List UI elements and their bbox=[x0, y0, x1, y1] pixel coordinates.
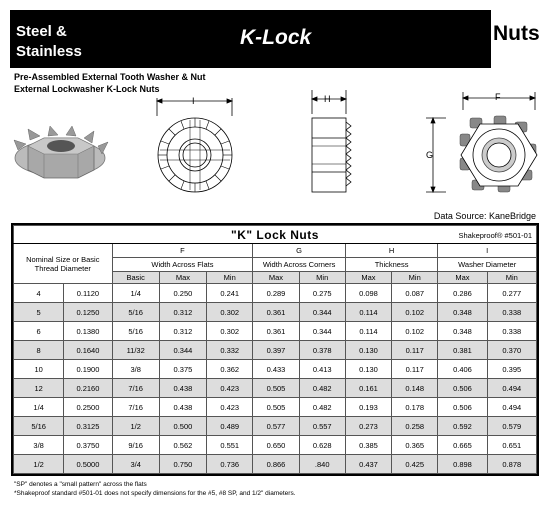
table-cell: 0.375 bbox=[159, 360, 206, 379]
table-row bbox=[14, 360, 537, 379]
header-material bbox=[16, 22, 82, 62]
table-row bbox=[14, 341, 537, 360]
table-cell: 0.579 bbox=[487, 417, 536, 436]
table-cell: 0.148 bbox=[392, 379, 438, 398]
table-cell: 0.3125 bbox=[64, 417, 112, 436]
table-cell: 0.362 bbox=[207, 360, 253, 379]
table-cell: 0.425 bbox=[392, 455, 438, 474]
col-header-h-min: Min bbox=[392, 272, 438, 284]
data-source: Data Source: KaneBridge bbox=[433, 211, 536, 221]
footnote-standard: *Shakeproof standard #501-01 does not specify dimensions for the #5, #8 SP, and 1/2" diameters. bbox=[14, 490, 296, 497]
header-material-line2: Stainless bbox=[16, 43, 82, 60]
table-cell: 0.489 bbox=[207, 417, 253, 436]
table-cell: 0.592 bbox=[438, 417, 487, 436]
table-row bbox=[14, 284, 537, 303]
header-category: Nuts bbox=[493, 22, 540, 45]
table-cell: 0.098 bbox=[345, 284, 391, 303]
table-cell: 0.482 bbox=[299, 398, 345, 417]
table-row bbox=[14, 455, 537, 474]
nominal-size-header: Nominal Size or Basic Thread Diameter bbox=[14, 244, 113, 284]
table-cell: 0.161 bbox=[345, 379, 391, 398]
table-cell: 0.286 bbox=[438, 284, 487, 303]
col-header-g-max: Max bbox=[253, 272, 299, 284]
table-cell: 0.482 bbox=[299, 379, 345, 398]
table-cell: 0.413 bbox=[299, 360, 345, 379]
table-cell: 0.651 bbox=[487, 436, 536, 455]
group-name-g: Width Across Corners bbox=[253, 258, 346, 272]
table-cell: 0.406 bbox=[438, 360, 487, 379]
table-cell: .840 bbox=[299, 455, 345, 474]
group-name-i: Washer Diameter bbox=[438, 258, 537, 272]
table-cell: 0.117 bbox=[392, 341, 438, 360]
table-cell: 11/32 bbox=[112, 341, 159, 360]
table-cell: 0.312 bbox=[159, 322, 206, 341]
table-cell: 0.348 bbox=[438, 303, 487, 322]
subtitle-line1: Pre-Assembled External Tooth Washer & Nut bbox=[14, 72, 206, 82]
nut-photo bbox=[14, 126, 108, 178]
table-cell: 0.275 bbox=[299, 284, 345, 303]
group-letter-i: I bbox=[438, 244, 537, 258]
table-cell: 0.344 bbox=[159, 341, 206, 360]
table-cell: 0.087 bbox=[392, 284, 438, 303]
col-header-i-max: Max bbox=[438, 272, 487, 284]
table-cell: 0.193 bbox=[345, 398, 391, 417]
table-cell: 1/4 bbox=[14, 398, 64, 417]
table-cell: 0.423 bbox=[207, 398, 253, 417]
footnotes bbox=[14, 480, 296, 498]
dimension-f-label: F bbox=[495, 92, 501, 102]
table-title-cell bbox=[14, 226, 537, 244]
table-cell: 0.332 bbox=[207, 341, 253, 360]
table-standard: Shakeproof® #501-01 bbox=[458, 231, 532, 240]
table-cell: 10 bbox=[14, 360, 64, 379]
table-row bbox=[14, 398, 537, 417]
table-cell: 0.494 bbox=[487, 379, 536, 398]
table-cell: 0.289 bbox=[253, 284, 299, 303]
table-row bbox=[14, 436, 537, 455]
dimension-i-label: I bbox=[192, 96, 195, 106]
table-cell: 0.438 bbox=[159, 379, 206, 398]
table-title: "K" Lock Nuts bbox=[231, 227, 319, 242]
spec-table bbox=[13, 225, 537, 474]
table-cell: 0.250 bbox=[159, 284, 206, 303]
table-cell: 0.750 bbox=[159, 455, 206, 474]
table-cell: 0.736 bbox=[207, 455, 253, 474]
group-letter-f: F bbox=[112, 244, 253, 258]
table-cell: 0.506 bbox=[438, 398, 487, 417]
table-row bbox=[14, 417, 537, 436]
table-cell: 0.505 bbox=[253, 379, 299, 398]
table-cell: 0.650 bbox=[253, 436, 299, 455]
table-cell: 0.114 bbox=[345, 303, 391, 322]
technical-drawings bbox=[0, 88, 550, 208]
table-cell: 0.338 bbox=[487, 322, 536, 341]
table-cell: 0.302 bbox=[207, 322, 253, 341]
table-cell: 0.1640 bbox=[64, 341, 112, 360]
table-cell: 0.1380 bbox=[64, 322, 112, 341]
table-cell: 4 bbox=[14, 284, 64, 303]
table-cell: 0.3750 bbox=[64, 436, 112, 455]
dimension-g-label: G bbox=[426, 150, 434, 160]
table-cell: 0.338 bbox=[487, 303, 536, 322]
table-cell: 0.395 bbox=[487, 360, 536, 379]
group-name-f: Width Across Flats bbox=[112, 258, 253, 272]
group-letter-g: G bbox=[253, 244, 346, 258]
table-cell: 0.2160 bbox=[64, 379, 112, 398]
table-cell: 0.277 bbox=[487, 284, 536, 303]
table-cell: 5/16 bbox=[14, 417, 64, 436]
table-cell: 0.114 bbox=[345, 322, 391, 341]
table-cell: 0.506 bbox=[438, 379, 487, 398]
table-cell: 0.397 bbox=[253, 341, 299, 360]
table-cell: 1/2 bbox=[112, 417, 159, 436]
table-cell: 0.437 bbox=[345, 455, 391, 474]
table-cell: 0.494 bbox=[487, 398, 536, 417]
table-cell: 6 bbox=[14, 322, 64, 341]
table-cell: 0.344 bbox=[299, 303, 345, 322]
table-cell: 0.361 bbox=[253, 322, 299, 341]
table-cell: 0.438 bbox=[159, 398, 206, 417]
col-header-f-max: Max bbox=[159, 272, 206, 284]
table-cell: 5 bbox=[14, 303, 64, 322]
table-cell: 0.130 bbox=[345, 360, 391, 379]
spec-table-body bbox=[14, 284, 537, 474]
table-cell: 0.866 bbox=[253, 455, 299, 474]
table-cell: 7/16 bbox=[112, 379, 159, 398]
table-cell: 0.361 bbox=[253, 303, 299, 322]
table-cell: 0.385 bbox=[345, 436, 391, 455]
table-cell: 1/4 bbox=[112, 284, 159, 303]
table-cell: 0.365 bbox=[392, 436, 438, 455]
table-cell: 0.273 bbox=[345, 417, 391, 436]
header-product-name: K-Lock bbox=[240, 26, 312, 49]
table-cell: 0.505 bbox=[253, 398, 299, 417]
top-view-drawing bbox=[426, 92, 537, 192]
table-row bbox=[14, 379, 537, 398]
col-header-basic: Basic bbox=[112, 272, 159, 284]
table-cell: 0.178 bbox=[392, 398, 438, 417]
table-cell: 0.878 bbox=[487, 455, 536, 474]
table-cell: 0.241 bbox=[207, 284, 253, 303]
header-material-line1: Steel & bbox=[16, 23, 67, 40]
table-cell: 5/16 bbox=[112, 303, 159, 322]
table-cell: 0.370 bbox=[487, 341, 536, 360]
dimension-h-label: H bbox=[324, 94, 331, 104]
table-cell: 0.1900 bbox=[64, 360, 112, 379]
subtitle-line2: External Lockwasher K-Lock Nuts bbox=[14, 84, 160, 94]
group-letter-h: H bbox=[345, 244, 438, 258]
spec-table-container bbox=[11, 223, 539, 476]
table-cell: 0.423 bbox=[207, 379, 253, 398]
table-cell: 3/4 bbox=[112, 455, 159, 474]
table-cell: 0.302 bbox=[207, 303, 253, 322]
table-cell: 0.258 bbox=[392, 417, 438, 436]
table-cell: 0.102 bbox=[392, 322, 438, 341]
table-cell: 0.344 bbox=[299, 322, 345, 341]
table-cell: 12 bbox=[14, 379, 64, 398]
table-cell: 0.551 bbox=[207, 436, 253, 455]
table-row bbox=[14, 303, 537, 322]
table-cell: 5/16 bbox=[112, 322, 159, 341]
table-cell: 0.130 bbox=[345, 341, 391, 360]
table-cell: 1/2 bbox=[14, 455, 64, 474]
table-cell: 0.562 bbox=[159, 436, 206, 455]
side-view-drawing bbox=[312, 90, 351, 192]
table-cell: 0.378 bbox=[299, 341, 345, 360]
group-name-h: Thickness bbox=[345, 258, 438, 272]
col-header-i-min: Min bbox=[487, 272, 536, 284]
table-cell: 8 bbox=[14, 341, 64, 360]
table-cell: 0.577 bbox=[253, 417, 299, 436]
table-cell: 0.348 bbox=[438, 322, 487, 341]
footnote-sp: "SP" denotes a "small pattern" across the flats bbox=[14, 481, 147, 488]
table-cell: 0.381 bbox=[438, 341, 487, 360]
front-view-drawing bbox=[157, 98, 232, 192]
table-cell: 0.312 bbox=[159, 303, 206, 322]
table-cell: 0.102 bbox=[392, 303, 438, 322]
table-row bbox=[14, 322, 537, 341]
table-cell: 0.665 bbox=[438, 436, 487, 455]
table-cell: 0.557 bbox=[299, 417, 345, 436]
table-cell: 0.500 bbox=[159, 417, 206, 436]
col-header-f-min: Min bbox=[207, 272, 253, 284]
table-cell: 3/8 bbox=[14, 436, 64, 455]
col-header-g-min: Min bbox=[299, 272, 345, 284]
header-bar bbox=[10, 10, 491, 68]
table-cell: 7/16 bbox=[112, 398, 159, 417]
table-cell: 3/8 bbox=[112, 360, 159, 379]
table-cell: 0.2500 bbox=[64, 398, 112, 417]
table-cell: 0.898 bbox=[438, 455, 487, 474]
table-cell: 0.628 bbox=[299, 436, 345, 455]
table-cell: 0.1120 bbox=[64, 284, 112, 303]
table-cell: 0.5000 bbox=[64, 455, 112, 474]
table-cell: 9/16 bbox=[112, 436, 159, 455]
table-cell: 0.433 bbox=[253, 360, 299, 379]
table-cell: 0.117 bbox=[392, 360, 438, 379]
table-cell: 0.1250 bbox=[64, 303, 112, 322]
col-header-h-max: Max bbox=[345, 272, 391, 284]
